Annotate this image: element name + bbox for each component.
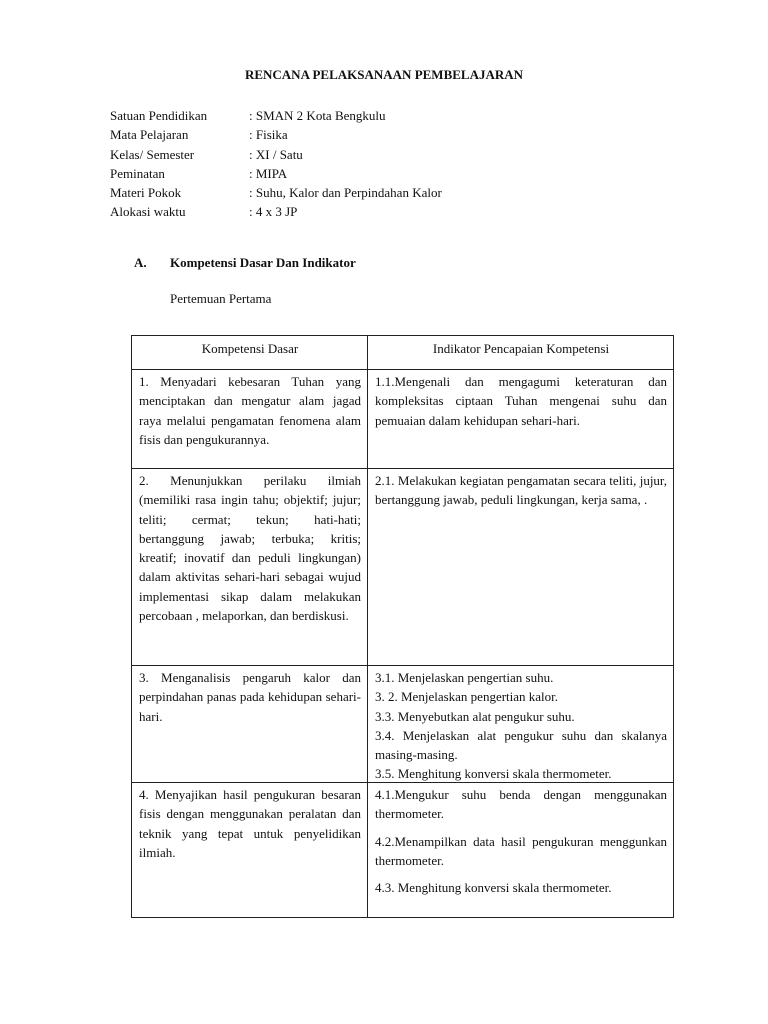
kd-text: 1. Menyadari kebesaran Tuhan yang menciptakan dan mengatur alam jagad raya melalui pengamatan fenomena alam fisis dan pengukurannya.: [139, 374, 361, 447]
indicator-text: 4.1.Mengukur suhu benda dengan menggunakan thermometer.: [375, 787, 667, 822]
indicator-text: 3. 2. Menjelaskan pengertian kalor.: [375, 689, 559, 705]
meta-label: Peminatan: [110, 165, 165, 181]
meta-value: : Suhu, Kalor dan Perpindahan Kalor: [249, 185, 442, 201]
kd-cell: [132, 783, 368, 917]
indicator-text: 3.1. Menjelaskan pengertian suhu.: [375, 670, 554, 685]
meta-label: Alokasi waktu: [110, 204, 186, 220]
table-row: [132, 665, 673, 782]
meta-row: [110, 183, 442, 202]
section-heading: [134, 255, 356, 271]
kd-text: 2. Menunjukkan perilaku ilmiah (memiliki rasa ingin tahu; objektif; jujur; teliti; cermat; tekun; hati-hati; bertanggung jawab; terbuka; kritis; kreatif; inovatif dan peduli lingkungan) dalam aktivitas sehari-hari sebagai wujud implementasi sikap dalam melakukan percobaan , melaporkan, dan berdiskusi.: [139, 473, 361, 624]
meta-row: [110, 125, 442, 144]
identity-block: [110, 106, 442, 222]
indicator-text: 3.5. Menghitung konversi skala thermometer.: [375, 766, 612, 782]
table-row: [132, 468, 673, 665]
table-row: [132, 782, 673, 917]
indicator-text: 3.3. Menyebutkan alat pengukur suhu.: [375, 708, 575, 724]
meta-row: [110, 106, 442, 125]
indicator-text: 2.1. Melakukan kegiatan pengamatan secara teliti, jujur, bertanggung jawab, peduli lingkungan, kerja sama, .: [375, 473, 667, 508]
kd-text: 3. Menganalisis pengaruh kalor dan perpindahan panas pada kehidupan sehari-hari.: [139, 670, 361, 724]
meta-value: : Fisika: [249, 127, 288, 143]
indicator-text: 1.1.Mengenali dan mengagumi keteraturan dan kompleksitas ciptaan Tuhan mengenai suhu dan pemuaian dalam kehidupan sehari-hari.: [375, 374, 667, 428]
kd-cell: [132, 666, 368, 782]
meta-label: Mata Pelajaran: [110, 127, 189, 143]
indicator-text: 4.2.Menampilkan data hasil pengukuran menggunkan thermometer.: [375, 833, 667, 868]
header-kompetensi-dasar: Kompetensi Dasar: [132, 336, 368, 369]
meta-label: Kelas/ Semester: [110, 146, 195, 162]
indicator-text: 4.3. Menghitung konversi skala thermometer.: [375, 880, 612, 896]
meta-row: [110, 202, 442, 221]
indicator-cell: [368, 469, 673, 665]
meeting-subtitle: Pertemuan Pertama: [170, 291, 272, 306]
meta-value: : SMAN 2 Kota Bengkulu: [249, 108, 386, 123]
document-title: RENCANA PELAKSANAAN PEMBELAJARAN: [244, 67, 524, 82]
indicator-cell: [368, 666, 673, 782]
indicator-text: 3.4. Menjelaskan alat pengukur suhu dan skalanya masing-masing.: [375, 727, 667, 763]
meta-row: [110, 145, 442, 164]
indicator-cell: [368, 370, 673, 468]
table-header-row: [132, 336, 673, 369]
section-letter: A.: [134, 255, 147, 270]
competency-table: [131, 335, 674, 918]
table-row: [132, 369, 673, 468]
section-title: Kompetensi Dasar Dan Indikator: [170, 255, 356, 270]
kd-cell: [132, 370, 368, 468]
header-indikator: Indikator Pencapaian Kompetensi: [432, 341, 610, 356]
meta-label: Materi Pokok: [110, 185, 182, 201]
kd-text: 4. Menyajikan hasil pengukuran besaran fisis dengan menggunakan peralatan dan teknik yang tepat untuk penyelidikan ilmiah.: [139, 787, 361, 860]
meta-row: [110, 164, 442, 183]
meta-label: Satuan Pendidikan: [110, 108, 208, 123]
indicator-cell: [368, 783, 673, 917]
meta-value: : XI / Satu: [249, 146, 303, 162]
meta-value: : 4 x 3 JP: [249, 204, 298, 220]
meta-value: : MIPA: [249, 165, 288, 181]
kd-cell: [132, 469, 368, 665]
